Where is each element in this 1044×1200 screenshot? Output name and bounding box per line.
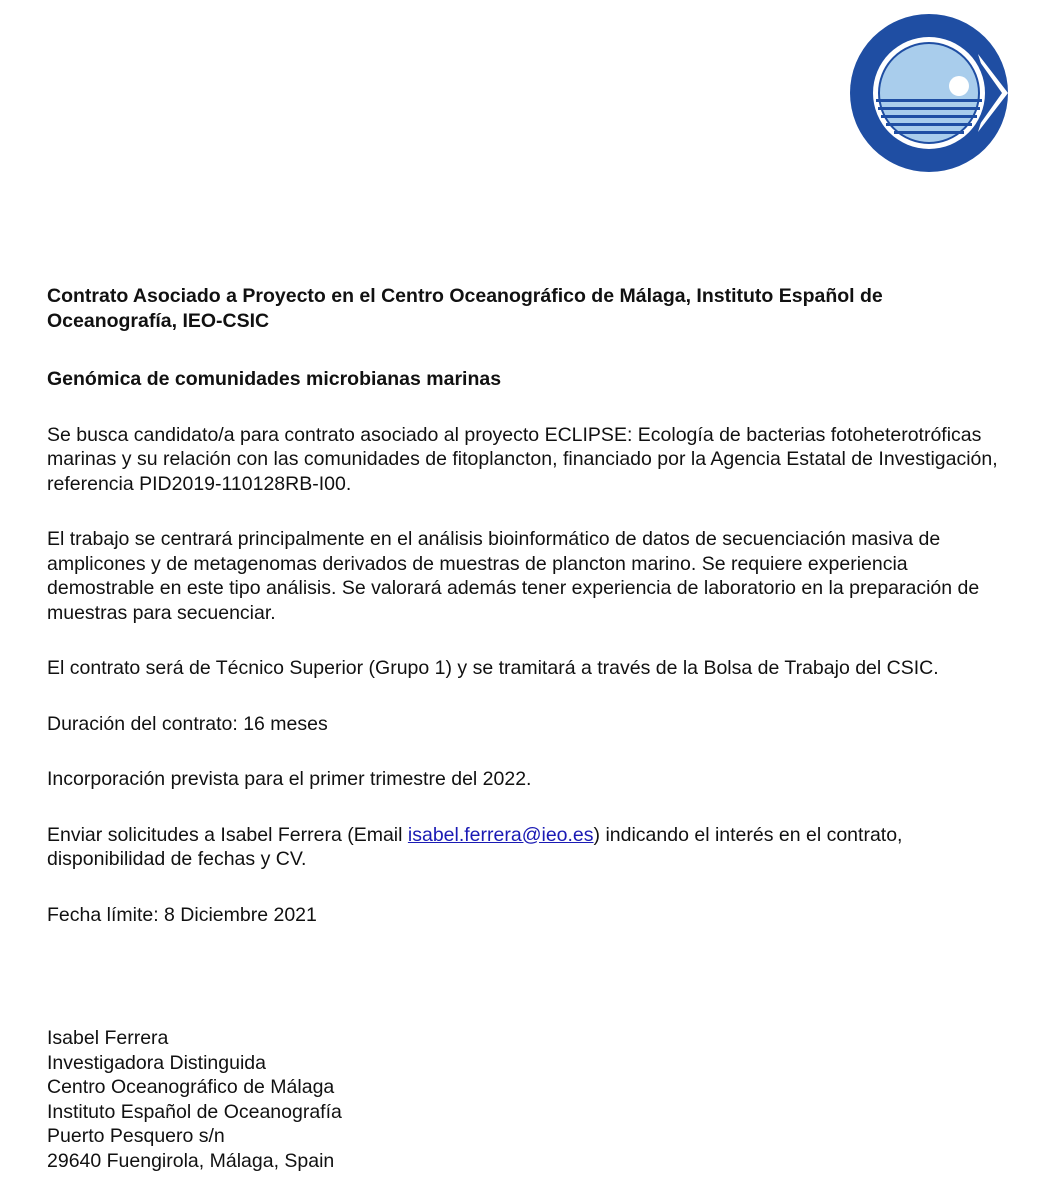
signature-address: Puerto Pesquero s/n [47,1125,225,1147]
signature-name: Isabel Ferrera [47,1027,169,1049]
contact-text-after: ) indicando el interés en el contrato, disponibilidad de fechas y CV. [47,823,903,870]
document-title: Contrato Asociado a Proyecto en el Centro Oceanográfico de Málaga, Instituto Español de Oceanografía, IEO-CSIC [47,285,883,332]
email-link[interactable]: isabel.ferrera@ieo.es [407,823,594,846]
signature-city: 29640 Fuengirola, Málaga, Spain [47,1149,335,1172]
paragraph-contract: El contrato será de Técnico Superior (Grupo 1) y se tramitará a través de la Bolsa de Trabajo del CSIC. [47,657,939,679]
document-body [47,284,1007,927]
ieo-logo-icon [850,14,1008,172]
paragraph-work: El trabajo se centrará principalmente en el análisis bioinformático de datos de secuenciación masiva de amplicones y de metagenomas derivados de muestras de plancton marino. Se requiere experiencia demostrable en este tipo análisis. Se valorará además tener experiencia de laboratorio en la preparación de muestras para secuenciar. [47,528,980,624]
paragraph-deadline: Fecha límite: 8 Diciembre 2021 [47,903,317,926]
signature-block [47,1026,342,1173]
paragraph-contact [47,823,1007,872]
paragraph-start: Incorporación prevista para el primer trimestre del 2022. [47,768,532,790]
signature-center: Centro Oceanográfico de Málaga [47,1076,335,1098]
signature-institute: Instituto Español de Oceanografía [47,1100,342,1123]
paragraph-project: Se busca candidato/a para contrato asociado al proyecto ECLIPSE: Ecología de bacterias fotoheterotróficas marinas y su relación con las comunidades de fitoplancton, financiado por la Agencia Estatal de Investigación, referencia PID2019-110128RB-I00. [47,423,998,495]
document-subtitle: Genómica de comunidades microbianas marinas [47,368,502,390]
paragraph-duration: Duración del contrato: 16 meses [47,712,328,735]
contact-text-before: Enviar solicitudes a Isabel Ferrera (Email [47,823,408,846]
signature-position: Investigadora Distinguida [47,1051,266,1074]
